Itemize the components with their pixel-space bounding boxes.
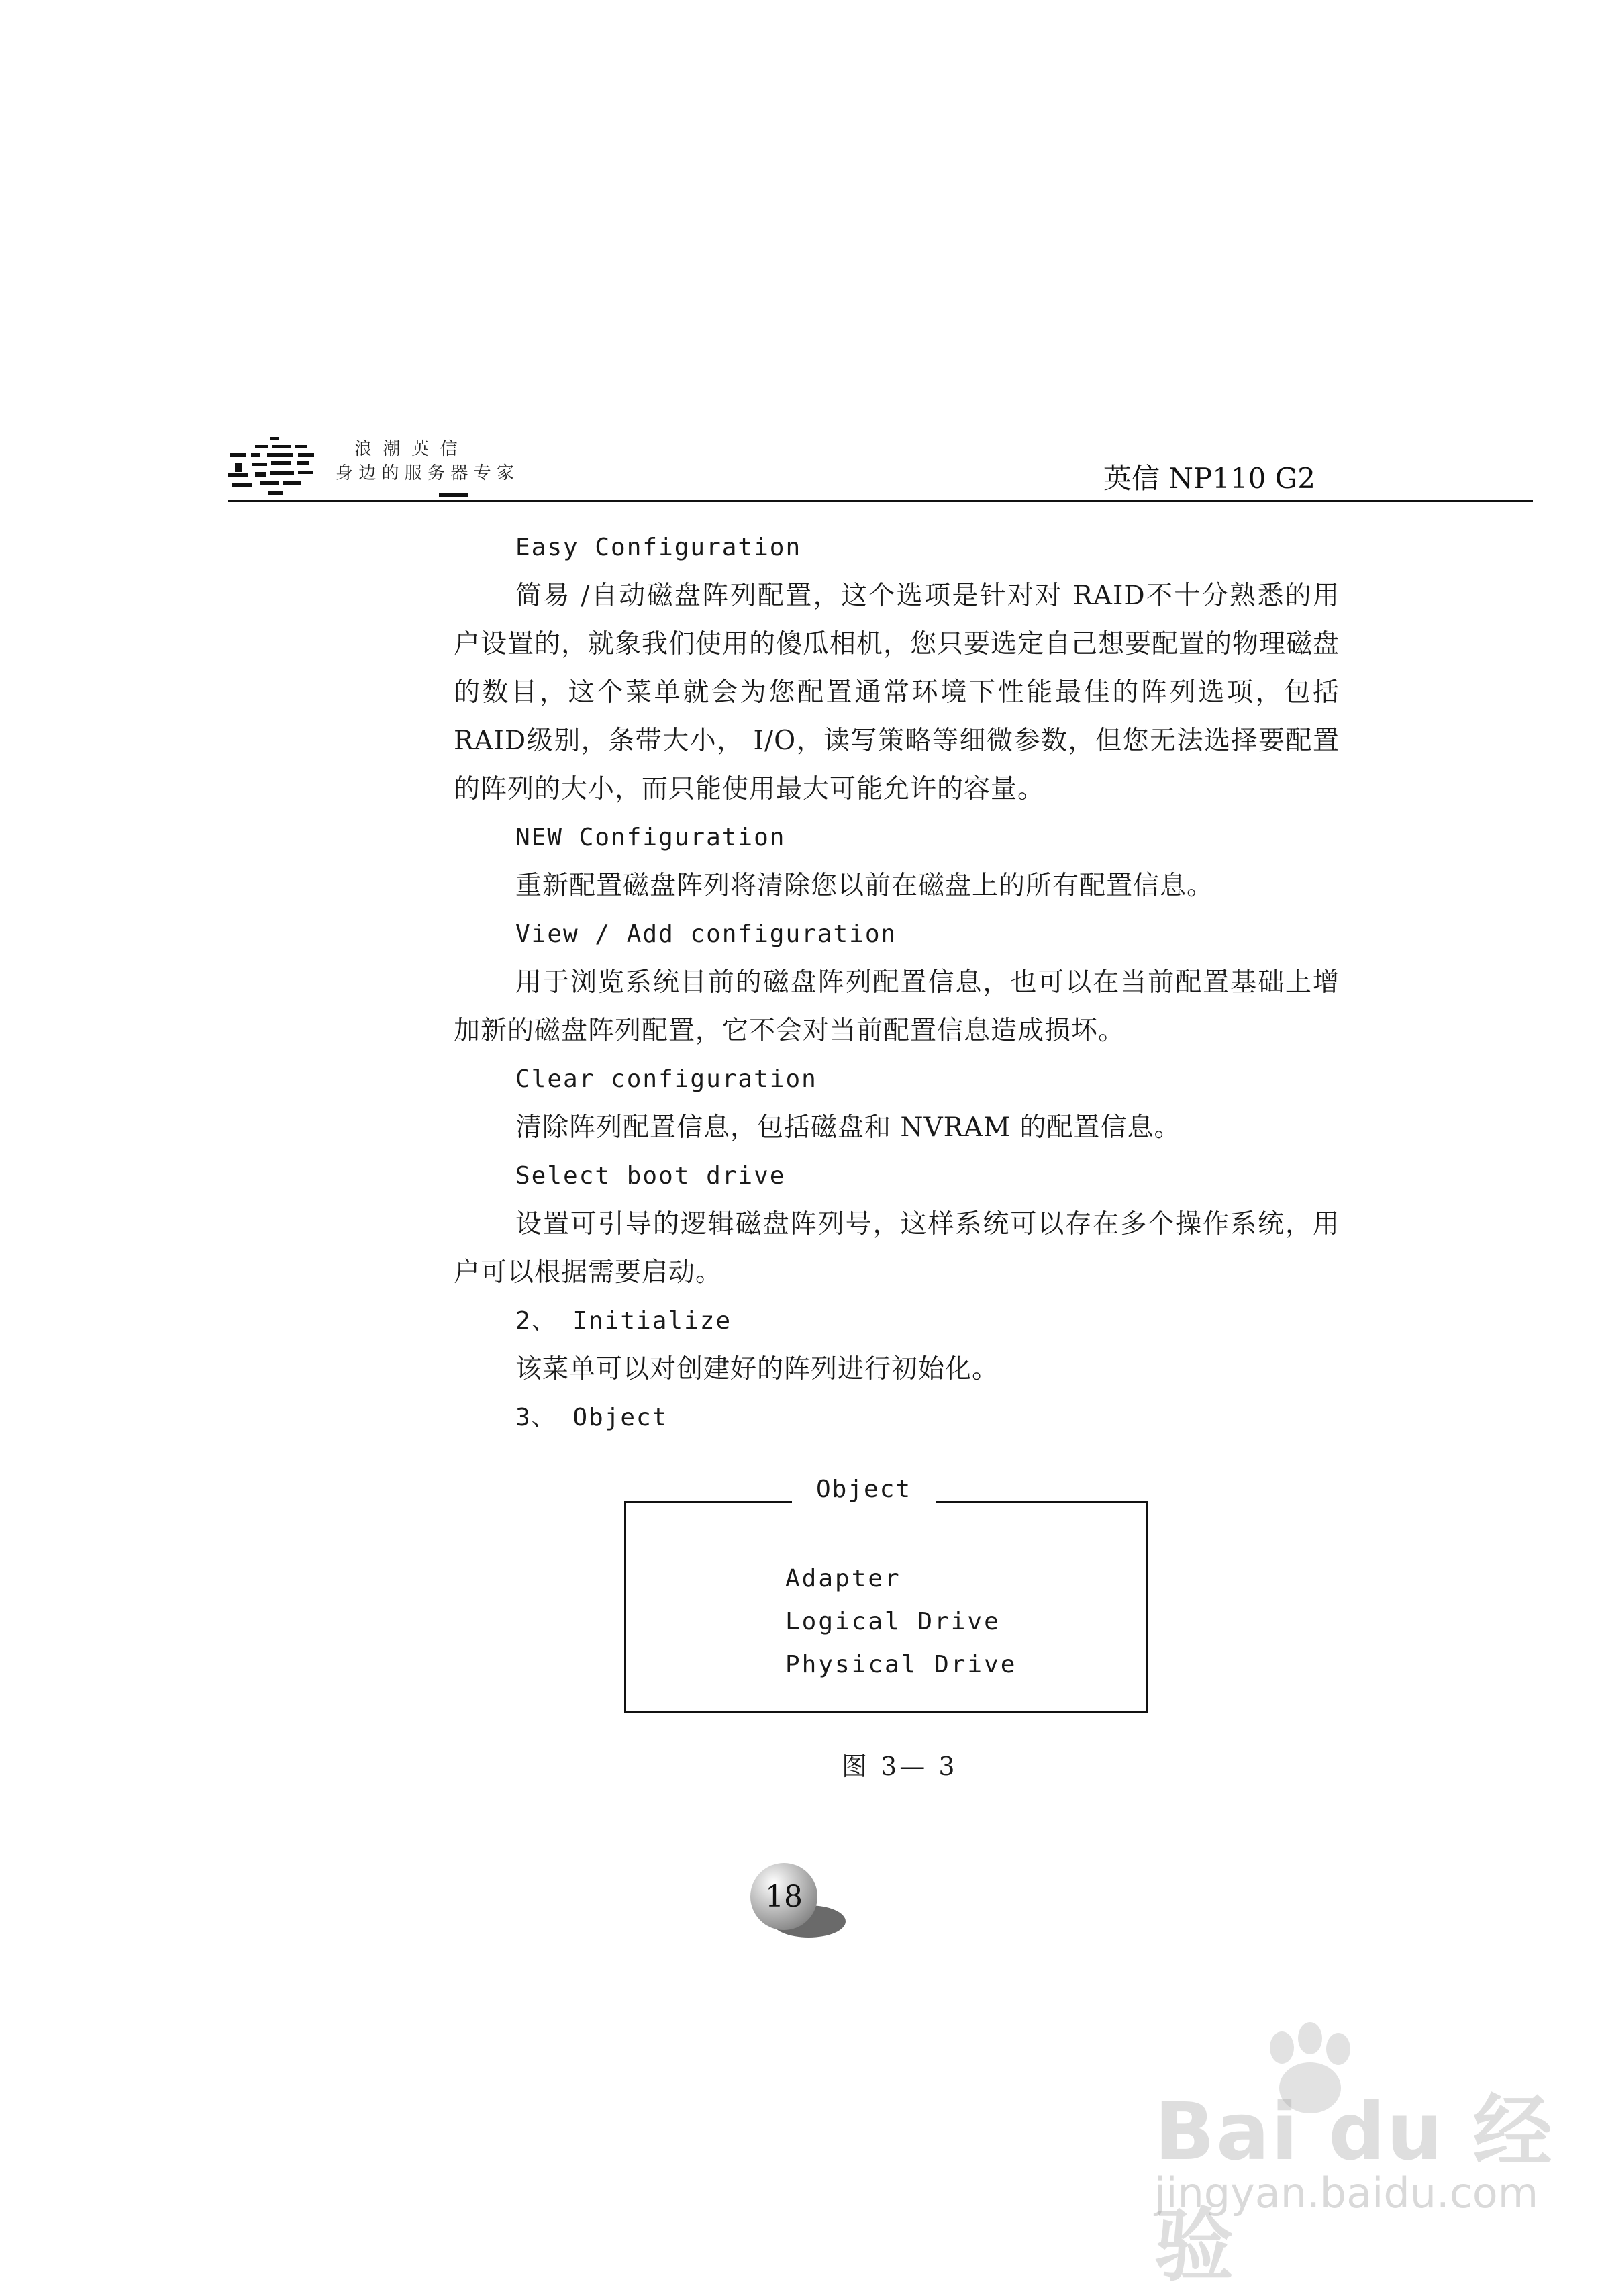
paragraph-easy-config: 简易 /自动磁盘阵列配置，这个选项是针对对 RAID不十分熟悉的用户设置的，就象我们使用的傻瓜相机，您只要选定自己想要配置的物理磁盘的数目，这个菜单就会为您配置通常环境下性能最佳的阵列选项，包括 RAID级别，条带大小， I/O，读写策略等细微参数，但您无法选择要配置的阵列的大小，而只能使用最大可能允许的容量。 [454,581,1340,804]
section-heading-new-config: NEW Configuration [515,824,786,851]
document-body [454,524,1340,1442]
watermark-url: jingyan.baidu.com [1154,2168,1539,2217]
section-heading-view-add-config: View / Add configuration [515,920,897,948]
paragraph-view-add-config: 用于浏览系统目前的磁盘阵列配置信息，也可以在当前配置基础上增加新的磁盘阵列配置，它不会对当前配置信息造成损坏。 [454,967,1340,1046]
tagline-top: 浪 潮 英 信 [354,439,458,459]
figure-caption: 图 3— 3 [842,1752,958,1781]
page-number: 18 [765,1880,803,1914]
product-name: 英信 NP110 G2 [1103,462,1315,495]
paragraph-initialize: 该菜单可以对创建好的阵列进行初始化。 [515,1354,999,1384]
section-heading-object: 3、 Object [515,1404,668,1431]
company-logo [228,433,315,500]
menu-box-items [785,1558,1017,1686]
menu-item-logical-drive: Logical Drive [785,1608,1001,1635]
menu-item-physical-drive: Physical Drive [785,1651,1017,1678]
paragraph-clear-config: 清除阵列配置信息，包括磁盘和 NVRAM 的配置信息。 [515,1112,1181,1143]
paragraph-new-config: 重新配置磁盘阵列将清除您以前在磁盘上的所有配置信息。 [515,871,1214,901]
menu-item-adapter: Adapter [785,1565,901,1592]
paragraph-select-boot-drive: 设置可引导的逻辑磁盘阵列号，这样系统可以存在多个操作系统，用户可以根据需要启动。 [454,1209,1340,1288]
section-heading-clear-config: Clear configuration [515,1065,817,1093]
section-heading-initialize: 2、 Initialize [515,1307,732,1335]
tagline-bottom: 身 边 的 服 务 器 专 家 [336,463,514,483]
menu-box-title: Object [792,1476,936,1503]
section-heading-select-boot-drive: Select boot drive [515,1162,786,1190]
header-rule [228,500,1533,502]
tagline-underline [439,493,468,497]
watermark-logo: Bai du 经验 [1154,2085,1554,2292]
section-heading-easy-config: Easy Configuration [515,534,802,561]
